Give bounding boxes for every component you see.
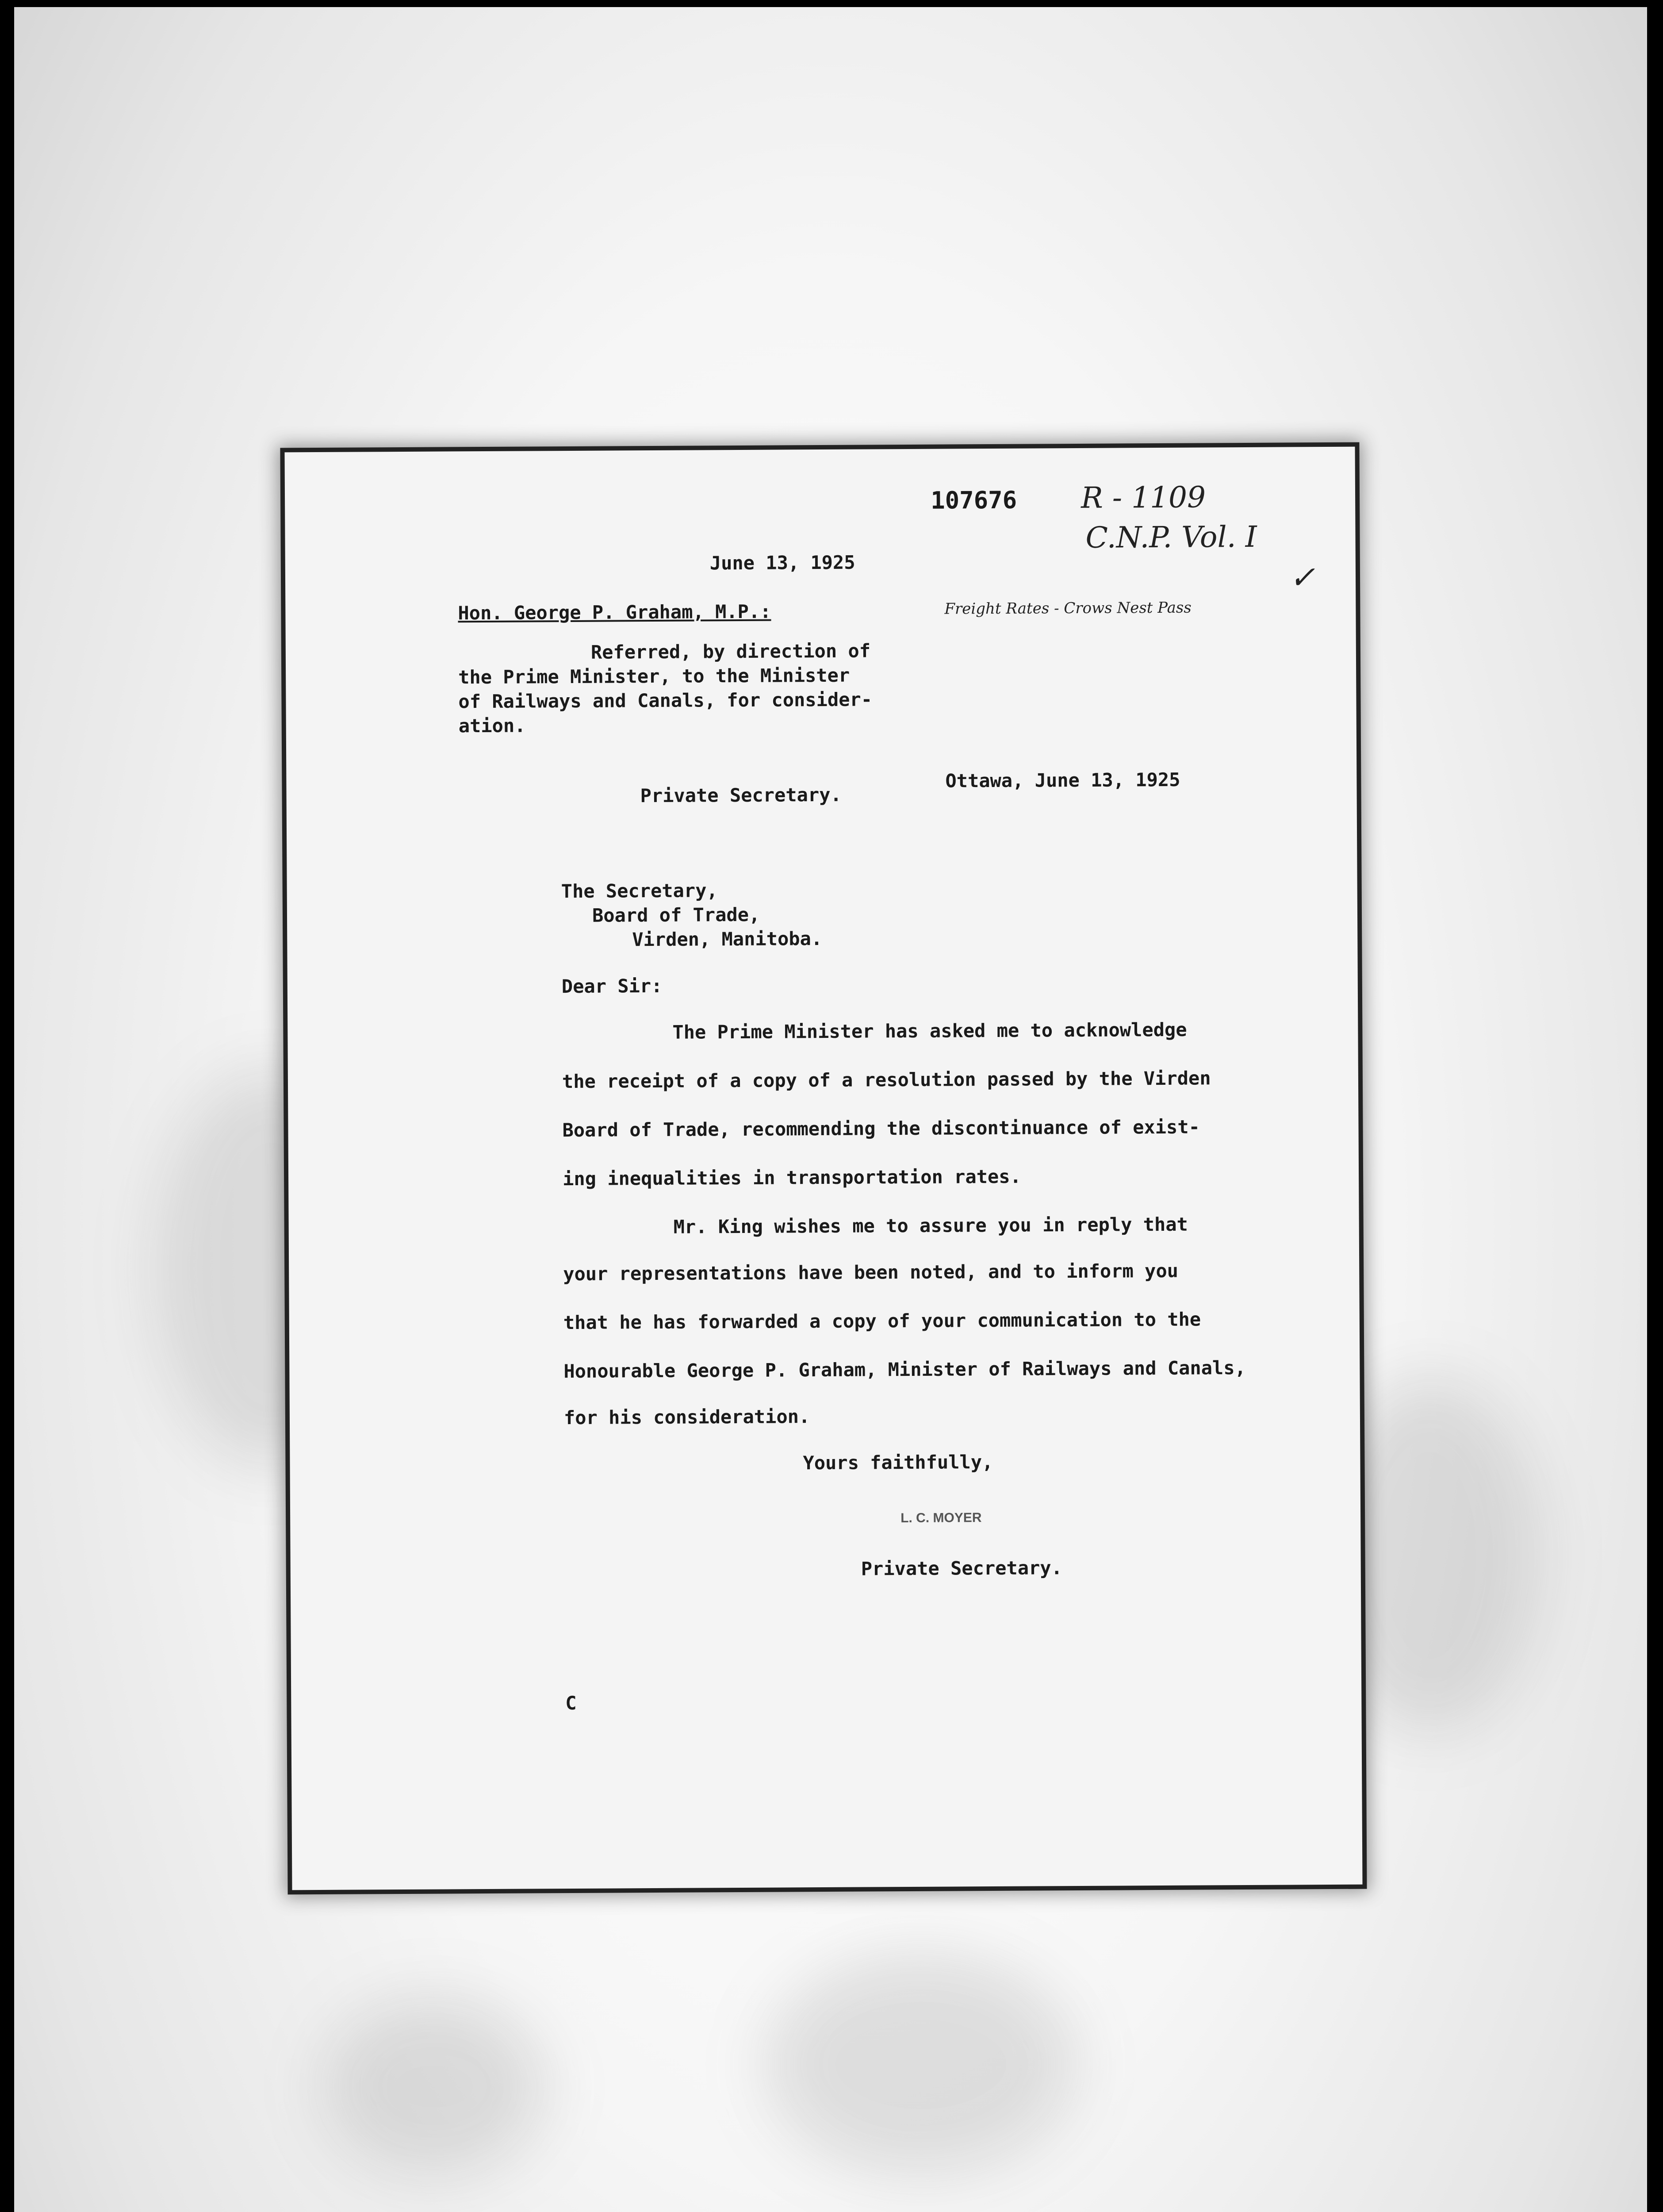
body-line: Honourable George P. Graham, Minister of Railways and Canals,: [563, 1357, 1246, 1382]
signature-stamp: L. C. MOYER: [900, 1510, 982, 1526]
memo-line: of Railways and Canals, for consider-: [458, 688, 873, 713]
body-line: your representations have been noted, and to inform you: [563, 1260, 1179, 1285]
memo-line: ation.: [458, 714, 526, 737]
handwritten-note: Freight Rates - Crows Nest Pass: [944, 599, 1192, 618]
handwritten-reference: C.N.P. Vol. I: [1085, 519, 1257, 555]
body-line: The Prime Minister has asked me to acknowledge: [672, 1018, 1187, 1043]
body-line: Board of Trade, recommending the discontinuance of exist-: [562, 1116, 1200, 1141]
recipient-line: Board of Trade,: [592, 903, 760, 926]
memo-signoff: Private Secretary.: [640, 783, 842, 807]
body-line: Mr. King wishes me to assure you in reply that: [673, 1213, 1188, 1238]
handwritten-reference: R - 1109: [1081, 480, 1206, 515]
signature-title: Private Secretary.: [861, 1557, 1063, 1580]
recipient-line: The Secretary,: [561, 879, 718, 902]
scan-smudge: [766, 1954, 1076, 2175]
memo-line: Referred, by direction of: [590, 640, 871, 663]
letter-page: [285, 447, 1363, 1890]
memo-line: the Prime Minister, to the Minister: [458, 664, 850, 688]
body-line: for his consideration.: [563, 1406, 810, 1429]
typist-initial: C: [565, 1692, 577, 1714]
body-line: the receipt of a copy of a resolution passed by the Virden: [562, 1067, 1211, 1093]
salutation: Dear Sir:: [561, 975, 663, 998]
memo-addressee: Hon. George P. Graham, M.P.:: [458, 600, 771, 624]
scan-smudge: [324, 1998, 545, 2175]
checkmark-icon: ✓: [1289, 559, 1315, 596]
file-number: 107676: [930, 486, 1017, 515]
closing: Yours faithfully,: [803, 1451, 993, 1474]
scan-frame: [14, 7, 1647, 2212]
memo-date: June 13, 1925: [709, 551, 855, 574]
recipient-line: Virden, Manitoba.: [632, 928, 823, 951]
place-date: Ottawa, June 13, 1925: [945, 768, 1180, 792]
body-line: ing inequalities in transportation rates.: [562, 1165, 1021, 1190]
body-line: that he has forwarded a copy of your communication to the: [563, 1308, 1201, 1334]
